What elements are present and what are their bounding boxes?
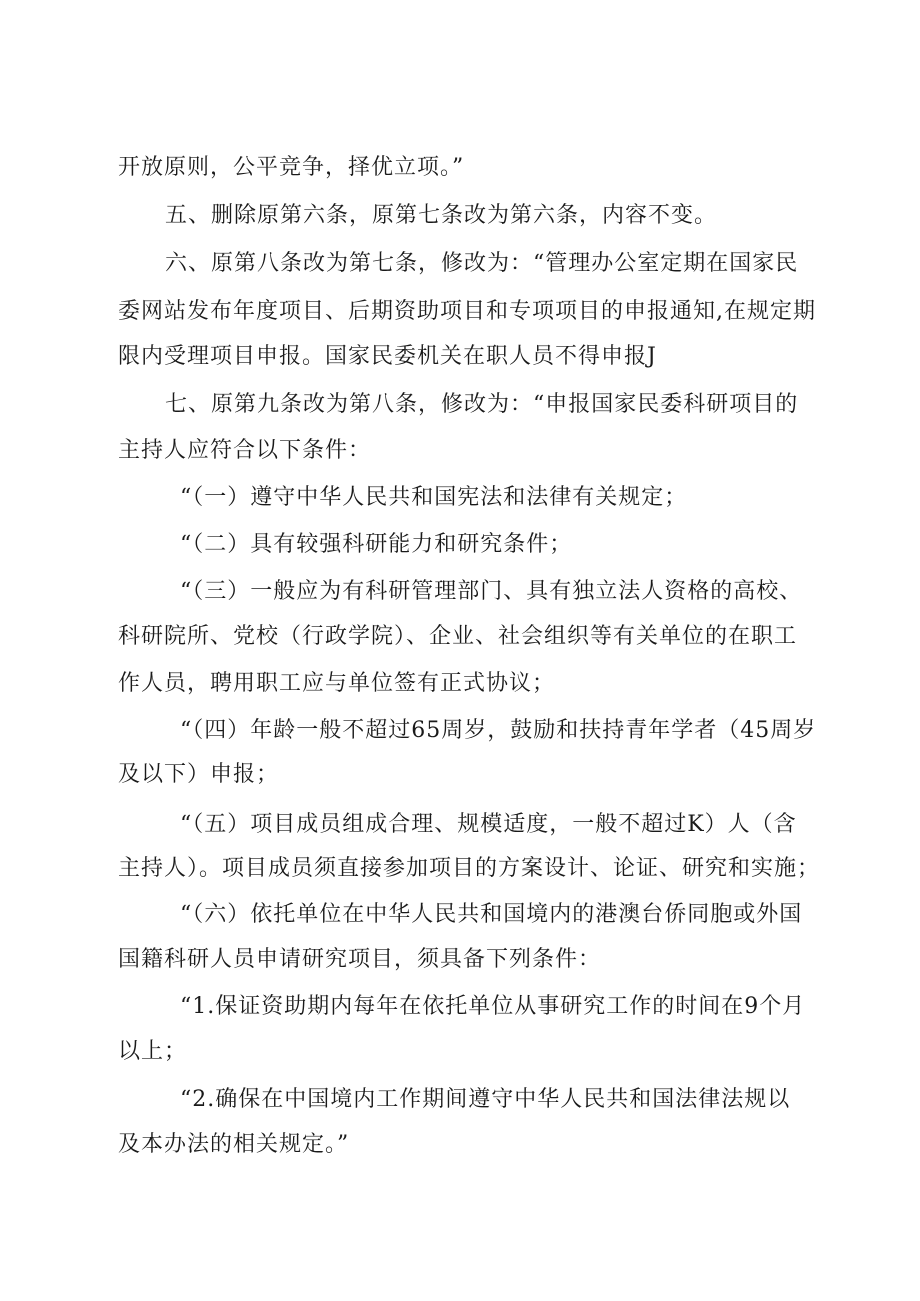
text-line: 委网站发布年度项目、后期资助项目和专项项目的申报通知,在规定期 [118, 299, 816, 324]
text-line: “（三）一般应为有科研管理部门、具有独立法人资格的高校、 [180, 579, 803, 604]
text-line: 五、删除原第六条，原第七条改为第六条，内容不变。 [165, 203, 718, 228]
text-line: 主持人应符合以下条件： [118, 438, 372, 463]
text-line: 以上； [118, 1039, 188, 1064]
text-line: “2.确保在中国境内工作期间遵守中华人民共和国法律法规以 [180, 1087, 791, 1112]
text-line: “（四）年龄一般不超过65周岁，鼓励和扶持青年学者（45周岁 [180, 718, 817, 743]
text-line: “（五）项目成员组成合理、规模适度，一般不超过K）人（含 [180, 812, 797, 837]
text-line: 国籍科研人员申请研究项目，须具备下列条件： [118, 947, 602, 972]
text-line: “（一）遵守中华人民共和国宪法和法律有关规定； [180, 485, 688, 510]
text-line: 七、原第九条改为第八条，修改为：“申报国家民委科研项目的 [165, 392, 799, 417]
text-line: 作人员，聘用职工应与单位签有正式协议； [118, 671, 556, 696]
text-line: “（二）具有较强科研能力和研究条件； [180, 532, 573, 557]
text-line: 限内受理项目申报。国家民委机关在职人员不得申报J [118, 344, 657, 369]
text-line: “1.保证资助期内每年在依托单位从事研究工作的时间在9个月 [180, 994, 806, 1019]
text-line: 科研院所、党校（行政学院）、企业、社会组织等有关单位的在职工 [118, 624, 798, 649]
text-line: 及本办法的相关规定。” [118, 1132, 350, 1157]
text-line: 及以下）申报； [118, 762, 280, 787]
text-line: 主持人）。项目成员须直接参加项目的方案设计、论证、研究和实施； [118, 856, 821, 881]
text-line: 开放原则，公平竞争，择优立项。” [118, 155, 465, 180]
text-line: 六、原第八条改为第七条，修改为：“管理办公室定期在国家民 [165, 251, 799, 276]
text-line: “（六）依托单位在中华人民共和国境内的港澳台侨同胞或外国 [180, 902, 803, 927]
